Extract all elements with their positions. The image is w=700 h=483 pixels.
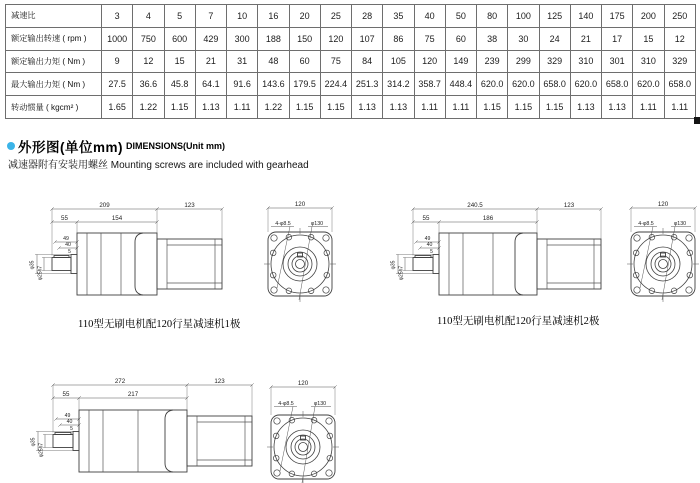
gearmotor-drawing-2stage	[385, 195, 700, 325]
mounting-hole	[634, 287, 640, 293]
mounting-hole	[271, 235, 277, 241]
spec-table	[5, 4, 696, 119]
spec-cell: 12	[664, 27, 696, 50]
mounting-hole	[274, 418, 280, 424]
spec-cell: 1.13	[570, 96, 601, 119]
drawing-caption-2: 110型无刷电机配120行星减速机2极	[437, 316, 600, 327]
spec-cell: 5	[164, 5, 195, 28]
row-header: 转动惯量 ( kgcm² )	[6, 96, 102, 119]
row-header: 额定输出转速 ( rpm )	[6, 27, 102, 50]
spec-cell: 310	[633, 50, 664, 73]
spec-cell: 251.3	[352, 73, 383, 96]
spec-cell: 60	[445, 27, 476, 50]
flange-face	[268, 232, 332, 296]
dim-label: 55	[422, 215, 430, 223]
spec-cell: 75	[414, 27, 445, 50]
spec-cell: 140	[570, 5, 601, 28]
adapter-curve	[135, 233, 143, 295]
bullet-icon	[7, 142, 15, 150]
dim-label: 272	[114, 378, 126, 386]
spec-table-body	[6, 5, 696, 119]
bolt-circle	[634, 235, 692, 293]
dim-label: 5	[70, 426, 73, 432]
spec-cell: 25	[320, 5, 351, 28]
mounting-holes-callout: 4-φ8.5	[278, 401, 294, 407]
spec-cell: 1.13	[352, 96, 383, 119]
dim-label: 123	[214, 378, 225, 386]
spec-cell: 84	[352, 50, 383, 73]
spec-cell: 175	[602, 5, 633, 28]
boss-dia-label: φ35	[390, 260, 397, 270]
spec-cell: 31	[227, 50, 258, 73]
spec-cell: 27.5	[102, 73, 133, 96]
shaft-boss	[433, 255, 439, 274]
spec-cell: 16	[258, 5, 289, 28]
spec-cell: 620.0	[633, 73, 664, 96]
spec-cell: 1.15	[477, 96, 508, 119]
spec-cell: 75	[320, 50, 351, 73]
shaft-dia-label: φ25h7	[37, 265, 44, 281]
spec-cell: 107	[352, 27, 383, 50]
spec-cell: 100	[508, 5, 539, 28]
adapter-curve	[165, 410, 173, 472]
shaft-dia-label: φ25h7	[398, 265, 405, 281]
mounting-hole	[634, 235, 640, 241]
spec-cell: 1.15	[289, 96, 320, 119]
output-shaft	[413, 258, 433, 271]
spec-cell: 120	[414, 50, 445, 73]
mounting-hole	[274, 470, 280, 476]
dim-label: 40	[65, 242, 71, 249]
spec-cell: 60	[289, 50, 320, 73]
dim-label: 120	[294, 201, 306, 209]
bolt-circle-callout: φ130	[673, 221, 687, 227]
spec-cell: 45.8	[164, 73, 195, 96]
spec-cell: 1.11	[227, 96, 258, 119]
dim-label: 186	[482, 215, 494, 223]
section-header	[7, 136, 225, 156]
spec-cell: 600	[164, 27, 195, 50]
bolt-circle	[274, 418, 332, 476]
motor-body	[537, 239, 601, 289]
leader-line	[640, 227, 653, 289]
spec-cell: 329	[539, 50, 570, 73]
section-title-en: DIMENSIONS(Unit mm)	[126, 141, 225, 151]
corner-mark	[694, 117, 700, 124]
spec-cell: 12	[133, 50, 164, 73]
dim-label: 217	[127, 391, 139, 399]
mounting-holes-callout: 4-φ8.5	[275, 221, 291, 227]
dim-label: 209	[99, 202, 110, 210]
spec-cell: 17	[602, 27, 633, 50]
spec-cell: 1.15	[164, 96, 195, 119]
dim-label: 55	[62, 391, 70, 399]
spec-row	[6, 73, 696, 96]
spec-cell: 20	[289, 5, 320, 28]
dim-label: 120	[297, 380, 309, 388]
boss-dia-label: φ35	[29, 260, 36, 270]
adapter-curve	[515, 233, 523, 295]
spec-cell: 658.0	[664, 73, 696, 96]
flange-face	[631, 232, 695, 296]
dim-label: 123	[184, 202, 195, 210]
note-zh: 减速器附有安装用螺丝	[8, 160, 108, 171]
spec-row	[6, 96, 696, 119]
spec-cell: 125	[539, 5, 570, 28]
drawing-caption-1: 110型无刷电机配120行星减速机1极	[78, 319, 241, 330]
dim-label: 5	[68, 249, 71, 255]
spec-cell: 429	[195, 27, 226, 50]
spec-cell: 15	[164, 50, 195, 73]
mounting-holes-callout: 4-φ8.5	[638, 221, 654, 227]
spec-cell: 200	[633, 5, 664, 28]
boss-dia-label: φ35	[30, 437, 37, 447]
spec-cell: 1.22	[133, 96, 164, 119]
spec-cell: 1.11	[664, 96, 696, 119]
spec-cell: 1.13	[195, 96, 226, 119]
spec-cell: 1.11	[414, 96, 445, 119]
shaft-circle	[295, 439, 311, 455]
spec-cell: 15	[633, 27, 664, 50]
shaft-center-circle	[659, 260, 668, 269]
spec-cell: 30	[508, 27, 539, 50]
row-header: 最大输出力矩 ( Nm )	[6, 73, 102, 96]
spec-cell: 224.4	[320, 73, 351, 96]
mounting-hole	[271, 287, 277, 293]
spec-cell: 86	[383, 27, 414, 50]
spec-cell: 38	[477, 27, 508, 50]
spec-cell: 143.6	[258, 73, 289, 96]
mounting-hole	[686, 235, 692, 241]
mounting-hole	[326, 470, 332, 476]
spec-cell: 3	[102, 5, 133, 28]
spec-cell: 105	[383, 50, 414, 73]
spec-cell: 750	[133, 27, 164, 50]
spec-cell: 1.13	[383, 96, 414, 119]
note-en: Mounting screws are included with gearhead	[108, 160, 309, 171]
spec-cell: 188	[258, 27, 289, 50]
bolt-circle-callout: φ130	[313, 401, 327, 407]
spec-cell: 150	[289, 27, 320, 50]
spec-row	[6, 27, 696, 50]
spec-cell: 299	[508, 50, 539, 73]
mounting-hole	[326, 418, 332, 424]
spec-cell: 1.11	[633, 96, 664, 119]
gearmotor-drawing-1stage	[25, 195, 355, 325]
spec-cell: 35	[383, 5, 414, 28]
spec-cell: 1000	[102, 27, 133, 50]
flange-face	[271, 415, 335, 479]
dim-label: 40	[426, 242, 433, 249]
spec-cell: 620.0	[508, 73, 539, 96]
mounting-hole	[323, 235, 329, 241]
spec-cell: 21	[195, 50, 226, 73]
spec-cell: 620.0	[477, 73, 508, 96]
dim-label: 55	[61, 215, 68, 223]
dim-label: 123	[563, 202, 575, 210]
spec-cell: 149	[445, 50, 476, 73]
spec-cell: 48	[258, 50, 289, 73]
spec-cell: 1.22	[258, 96, 289, 119]
spec-cell: 1.15	[539, 96, 570, 119]
leader-line	[299, 227, 312, 301]
spec-cell: 64.1	[195, 73, 226, 96]
leader-line	[280, 407, 293, 472]
dim-label: 240.5	[467, 202, 483, 210]
spec-cell: 9	[102, 50, 133, 73]
spec-cell: 620.0	[570, 73, 601, 96]
spec-cell: 448.4	[445, 73, 476, 96]
row-header: 减速比	[6, 5, 102, 28]
spec-cell: 21	[570, 27, 601, 50]
spec-cell: 120	[320, 27, 351, 50]
spec-cell: 658.0	[602, 73, 633, 96]
dim-label: 49	[424, 236, 431, 243]
spec-cell: 1.11	[445, 96, 476, 119]
shaft-center-circle	[296, 260, 305, 269]
mounting-hole	[686, 287, 692, 293]
spec-row	[6, 50, 696, 73]
spec-cell: 7	[195, 5, 226, 28]
output-shaft	[52, 258, 71, 271]
leader-line	[277, 227, 290, 289]
gearbox-body	[79, 410, 187, 472]
spec-cell: 1.65	[102, 96, 133, 119]
spec-cell: 179.5	[289, 73, 320, 96]
section-note	[8, 156, 309, 171]
leader-line	[662, 227, 675, 301]
spec-cell: 50	[445, 5, 476, 28]
dim-label: 49	[64, 413, 71, 420]
spec-cell: 239	[477, 50, 508, 73]
spec-cell: 300	[227, 27, 258, 50]
spec-cell: 91.6	[227, 73, 258, 96]
mounting-hole	[323, 287, 329, 293]
shaft-dia-label: φ25h7	[38, 442, 45, 458]
shaft-boss	[73, 432, 79, 451]
spec-cell: 658.0	[539, 73, 570, 96]
output-shaft	[53, 435, 73, 448]
spec-cell: 24	[539, 27, 570, 50]
spec-cell: 310	[570, 50, 601, 73]
spec-cell: 10	[227, 5, 258, 28]
spec-cell: 36.6	[133, 73, 164, 96]
dim-label: 154	[111, 215, 123, 223]
spec-cell: 28	[352, 5, 383, 28]
dim-label: 5	[430, 249, 433, 255]
dim-label: 120	[657, 201, 669, 209]
spec-cell: 4	[133, 5, 164, 28]
dim-label: 49	[63, 236, 69, 243]
spec-cell: 301	[602, 50, 633, 73]
spec-row	[6, 5, 696, 28]
spec-cell: 1.15	[320, 96, 351, 119]
gearbox-body	[439, 233, 537, 295]
spec-cell: 329	[664, 50, 696, 73]
spec-cell: 314.2	[383, 73, 414, 96]
spec-cell: 80	[477, 5, 508, 28]
shaft-boss	[71, 255, 77, 274]
section-title-zh: 外形图(单位mm)	[18, 140, 123, 155]
gearbox-body	[77, 233, 157, 295]
row-header: 额定输出力矩 ( Nm )	[6, 50, 102, 73]
bolt-circle	[271, 235, 329, 293]
shaft-center-circle	[299, 443, 308, 452]
gearmotor-drawing-3stage	[28, 368, 358, 483]
spec-cell: 250	[664, 5, 696, 28]
spec-cell: 1.13	[602, 96, 633, 119]
spec-cell: 358.7	[414, 73, 445, 96]
spec-cell: 40	[414, 5, 445, 28]
dim-label: 40	[66, 419, 73, 426]
bolt-circle-callout: φ130	[310, 221, 324, 227]
spec-cell: 1.15	[508, 96, 539, 119]
